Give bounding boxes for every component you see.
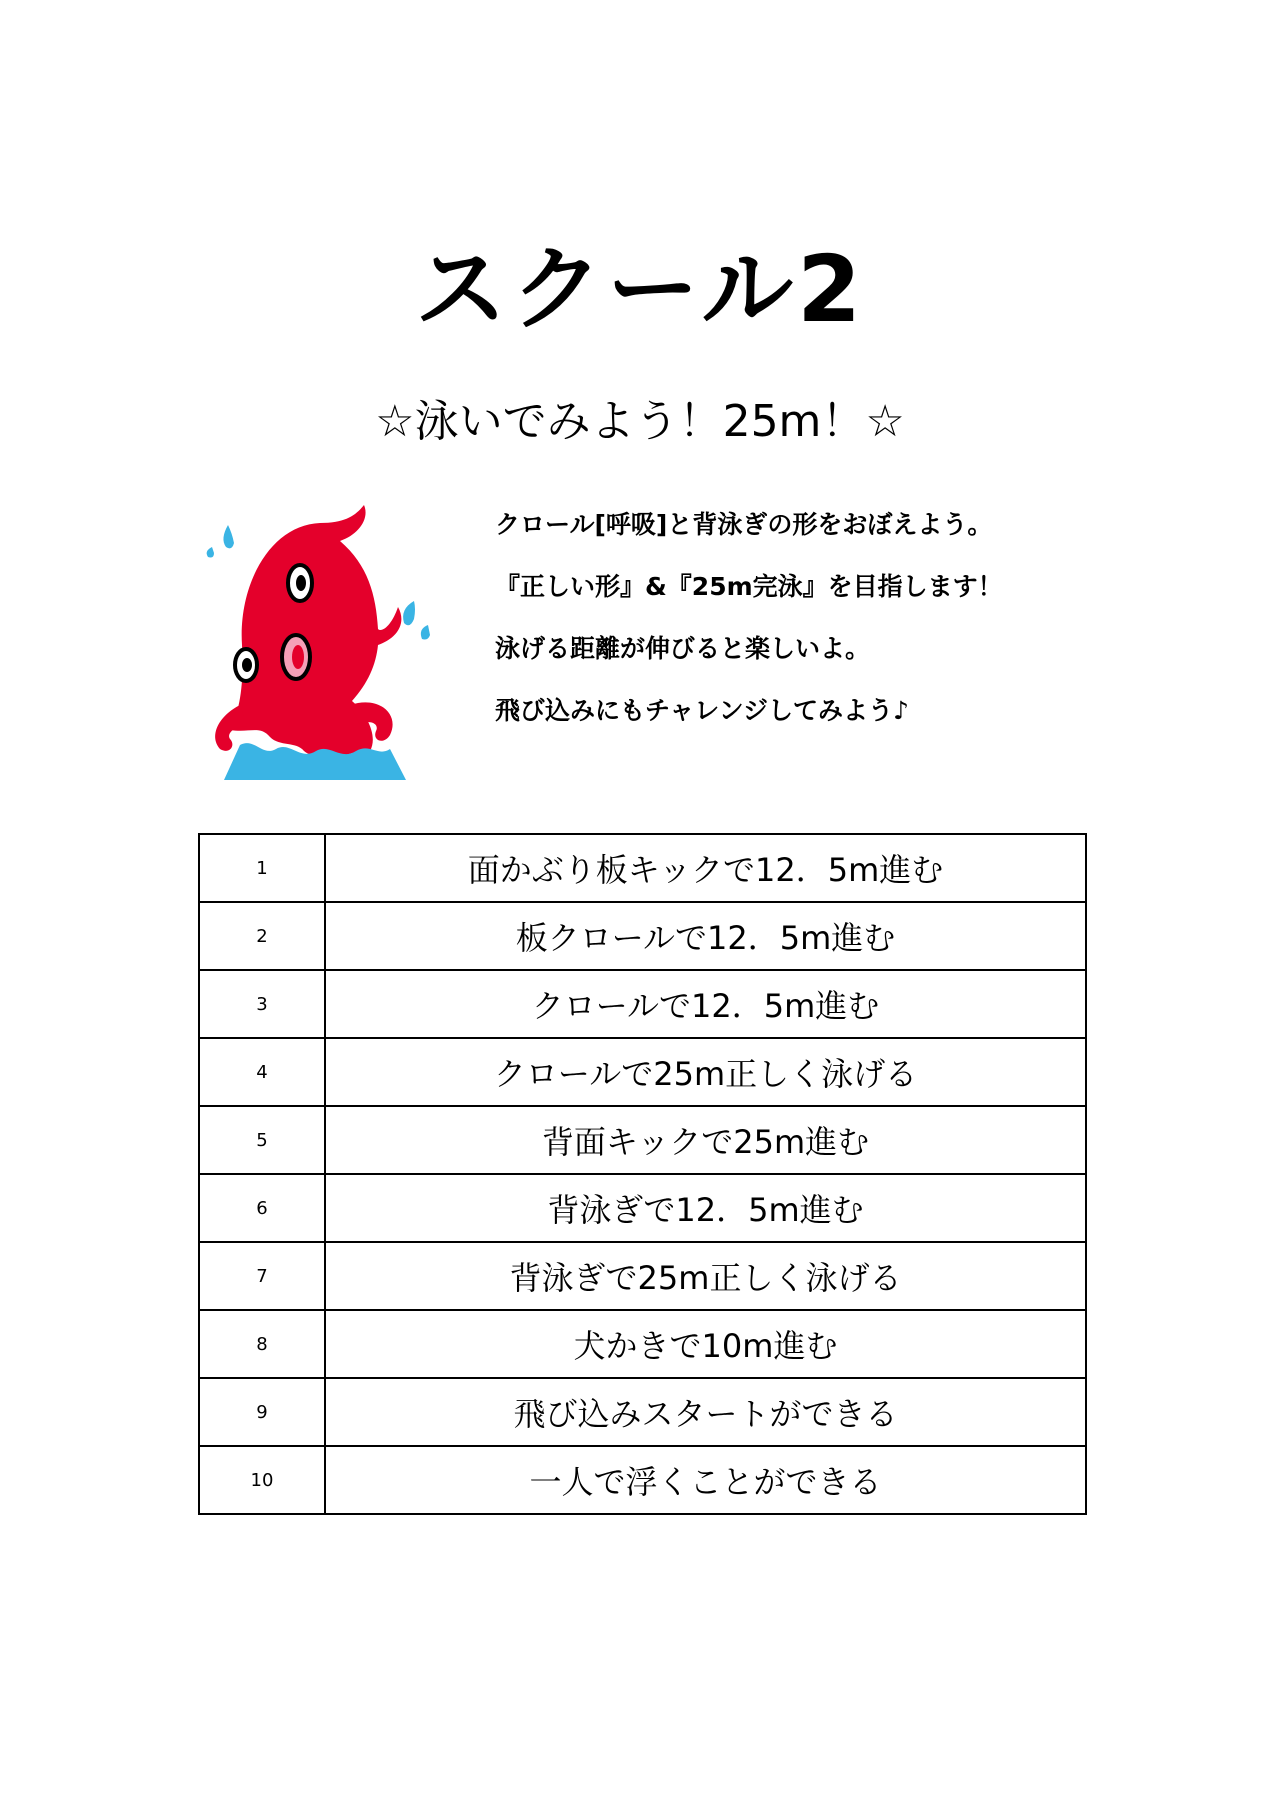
table-row xyxy=(199,1038,1086,1106)
goal-number: 6 xyxy=(199,1174,325,1242)
page-title: スクール2 xyxy=(414,236,866,343)
water-splash-icon xyxy=(207,547,214,558)
intro-line: クロール[呼吸]と背泳ぎの形をおぼえよう。 xyxy=(495,510,993,539)
goal-description: 背泳ぎで25m正しく泳げる xyxy=(325,1242,1086,1310)
table-row xyxy=(199,1446,1086,1514)
goal-description: 背泳ぎで12．5m進む xyxy=(325,1174,1086,1242)
water-splash-icon xyxy=(403,601,415,625)
goal-number: 10 xyxy=(199,1446,325,1514)
goal-number: 9 xyxy=(199,1378,325,1446)
table-row xyxy=(199,1106,1086,1174)
goal-number: 2 xyxy=(199,902,325,970)
water-splash-icon xyxy=(421,625,430,640)
water-splash-icon xyxy=(223,525,234,548)
goal-description: 一人で浮くことができる xyxy=(325,1446,1086,1514)
intro-line: 飛び込みにもチャレンジしてみよう♪ xyxy=(495,696,909,725)
goal-table xyxy=(198,833,1087,1515)
table-row xyxy=(199,902,1086,970)
goal-number: 1 xyxy=(199,834,325,902)
intro-text xyxy=(495,510,1095,758)
table-row xyxy=(199,1310,1086,1378)
intro-line: 泳げる距離が伸びると楽しいよ。 xyxy=(495,634,871,663)
goal-description: 犬かきで10m進む xyxy=(325,1310,1086,1378)
goal-description: 飛び込みスタートができる xyxy=(325,1378,1086,1446)
table-row xyxy=(199,1378,1086,1446)
goal-number: 5 xyxy=(199,1106,325,1174)
table-row xyxy=(199,1242,1086,1310)
octopus-mascot-icon xyxy=(200,505,440,780)
table-row xyxy=(199,834,1086,902)
goal-description: クロールで25m正しく泳げる xyxy=(325,1038,1086,1106)
intro-line: 『正しい形』&『25m完泳』を目指します！ xyxy=(495,572,1003,601)
table-row xyxy=(199,1174,1086,1242)
goal-description: 板クロールで12．5m進む xyxy=(325,902,1086,970)
goal-number: 8 xyxy=(199,1310,325,1378)
goal-number: 7 xyxy=(199,1242,325,1310)
page-subtitle: ☆泳いでみよう！25m！☆ xyxy=(375,396,905,447)
goal-description: クロールで12．5m進む xyxy=(325,970,1086,1038)
goal-description: 背面キックで25m進む xyxy=(325,1106,1086,1174)
goal-number: 3 xyxy=(199,970,325,1038)
table-row xyxy=(199,970,1086,1038)
goal-description: 面かぶり板キックで12．5m進む xyxy=(325,834,1086,902)
goal-number: 4 xyxy=(199,1038,325,1106)
